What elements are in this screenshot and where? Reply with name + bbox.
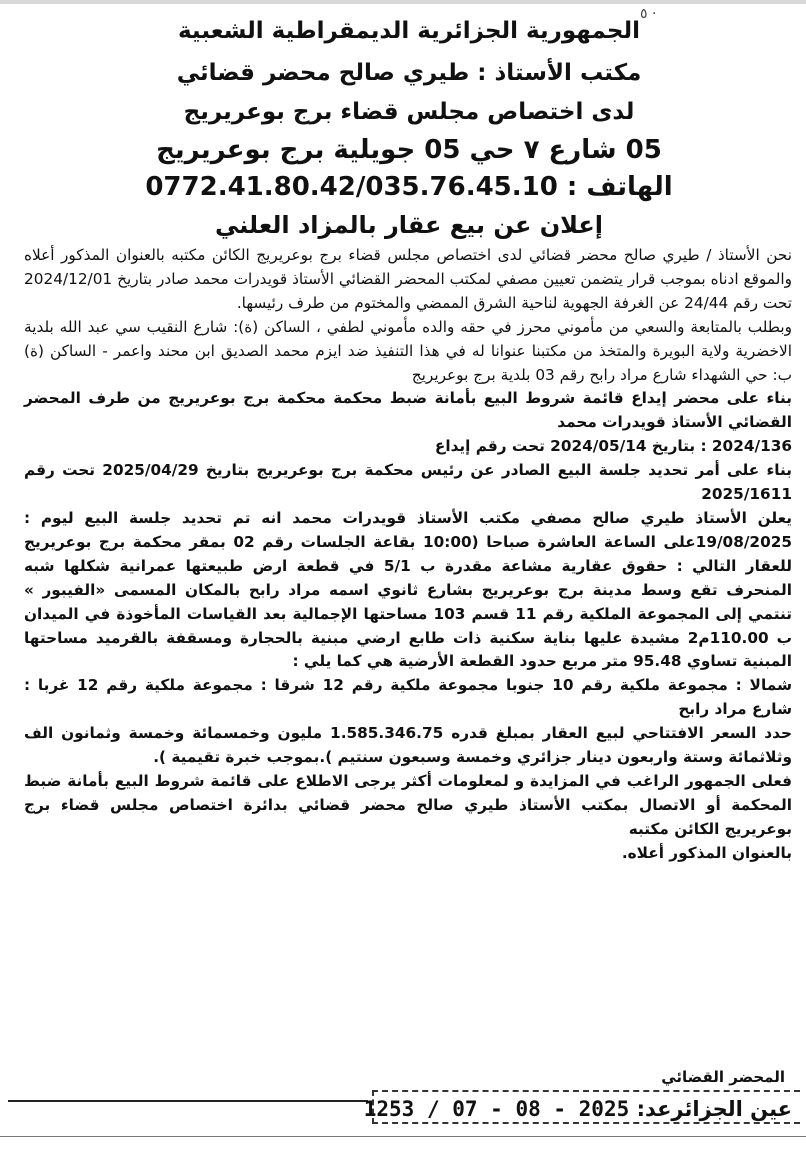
paragraph-address-ref: بالعنوان المذكور أعلاه. bbox=[621, 843, 792, 862]
reference-box bbox=[363, 1090, 800, 1124]
reference-label: عين الجزائرعد: bbox=[636, 1097, 792, 1121]
paragraph-deposit: 2024/136 : بتاريخ 2024/05/14 تحت رقم إيداع bbox=[434, 437, 792, 456]
paragraph-public-call: فعلى الجمهور الراغب في المزايدة و لمعلومات أكثر يرجى الاطلاع على قائمة شروط البيع بأمانة ضبط المحكمة أو الاتصال بمكتب الأستاذ طيري صالح محضر قضائي بدائرة اختصاص مجلس قضاء برج بوعريريج الكائن مكتبه bbox=[24, 771, 792, 838]
notice-body bbox=[24, 244, 792, 866]
reference-number: 1253 / 07 - 08 - 2025 bbox=[363, 1097, 630, 1121]
paragraph-request: وبطلب بالمتابعة والسعي من مأموني محرز في حقه والده مأموني لطفي ، الساكن (ة): شارع النقيب سي عبد الله بلدية الاخضرية ولاية البويرة والمتخذ من مكتبنا عنوانا له في هذا التنفيذ ضد ايزم محمد الصديق ابن محند واعمر - الساكن (ة) ب: حي الشهداء شارع مراد رابح رقم 03 بلدية برج بوعريريج bbox=[24, 317, 792, 384]
paragraph-order: بناء على أمر تحديد جلسة البيع الصادر عن رئيس محكمة برج بوعريريج بتاريخ 2025/04/29 تحت رقم 2025/1611 bbox=[24, 461, 793, 504]
announcement-title: إعلان عن بيع عقار بالمزاد العلني bbox=[214, 211, 604, 240]
paragraph-intro: نحن الأستاذ / طيري صالح محضر قضائي لدى اختصاص مجلس قضاء برج بوعريريج الكائن مكتبه بالعنوان المذكور أعلاه والموقع ادناه بموجب قرار يتضمن تعيين مصفي لمكتب المحضر القضائي الأستاذ قويدرات محمد صادر بتاريخ 2024/12/01 تحت رقم 24/44 عن الغرفة الجهوية لناحية الشرق الممضي والمختوم من طرف رئيسها. bbox=[24, 246, 792, 312]
scan-edge bbox=[0, 0, 806, 4]
phone-line: الهاتف : 0772.41.80.42/035.76.45.10 bbox=[145, 171, 673, 202]
scan-mark: ٥ · bbox=[640, 6, 657, 22]
office-title: مكتب الأستاذ : طيري صالح محضر قضائي bbox=[176, 59, 642, 86]
address-line: 05 شارع ٧ حي 05 جويلية برج بوعريريج bbox=[156, 134, 662, 165]
paragraph-boundaries: شمالا : مجموعة ملكية رقم 10 جنوبا مجموعة ملكية رقم 12 شرقا : مجموعة ملكية رقم 12 غربا : شارع مراد رابح bbox=[24, 676, 792, 719]
jurisdiction-line: لدى اختصاص مجلس قضاء برج بوعريريج bbox=[183, 99, 635, 126]
paragraph-sale-details: يعلن الأستاذ طيري صالح مصفي مكتب الأستاذ قويدرات محمد انه تم تحديد جلسة البيع ليوم : 19/08/2025على الساعة العاشرة صباحا (10:00 بقاعة الجلسات رقم 02 بمقر محكمة برج بوعريريج للعقار التالي : حقوق عقارية مشاعة مقدرة ب 5/1 في قطعة ارض طبيعتها عمرانية شكلها شبه المنحرف تقع وسط مدينة برج بوعريريج بشارع ثانوي اسمه مراد رابح بالمكان المسمى «الفيبور » تنتمي إلى المجموعة الملكية رقم 11 قسم 103 مساحتها الإجمالية بعد القياسات المأخوذة في الميدان ب 110.00م2 مشيدة عليها بناية سكنية ذات طابع ارضي مبنية بالحجارة ومسقفة بالقرميد مساحتها المبنية تساوي 95.48 متر مربع حدود القطعة الأرضية هي كما يلي : bbox=[24, 508, 792, 671]
divider-line bbox=[8, 1100, 368, 1102]
bottom-divider bbox=[0, 1136, 806, 1137]
letterhead bbox=[28, 14, 790, 240]
paragraph-price: حدد السعر الافتتاحي لبيع العقار بمبلغ قدره 1.585.346.75 مليون وخمسمائة وخمسة وثمانون الف وثلاثمائة وستة واربعون دينار جزائري وخمسة وسبعون سنتيم ).بموجب خبرة تقيمية ). bbox=[24, 724, 792, 767]
signature-label: المحضر القضائي bbox=[661, 1068, 785, 1086]
paragraph-conditions: بناء على محضر إيداع قائمة شروط البيع بأمانة ضبط محكمة محكمة برج بوعريريج من طرف المحضر القضائي الأستاذ قويدرات محمد bbox=[24, 389, 792, 432]
republic-title: الجمهورية الجزائرية الديمقراطية الشعبية bbox=[177, 18, 641, 44]
